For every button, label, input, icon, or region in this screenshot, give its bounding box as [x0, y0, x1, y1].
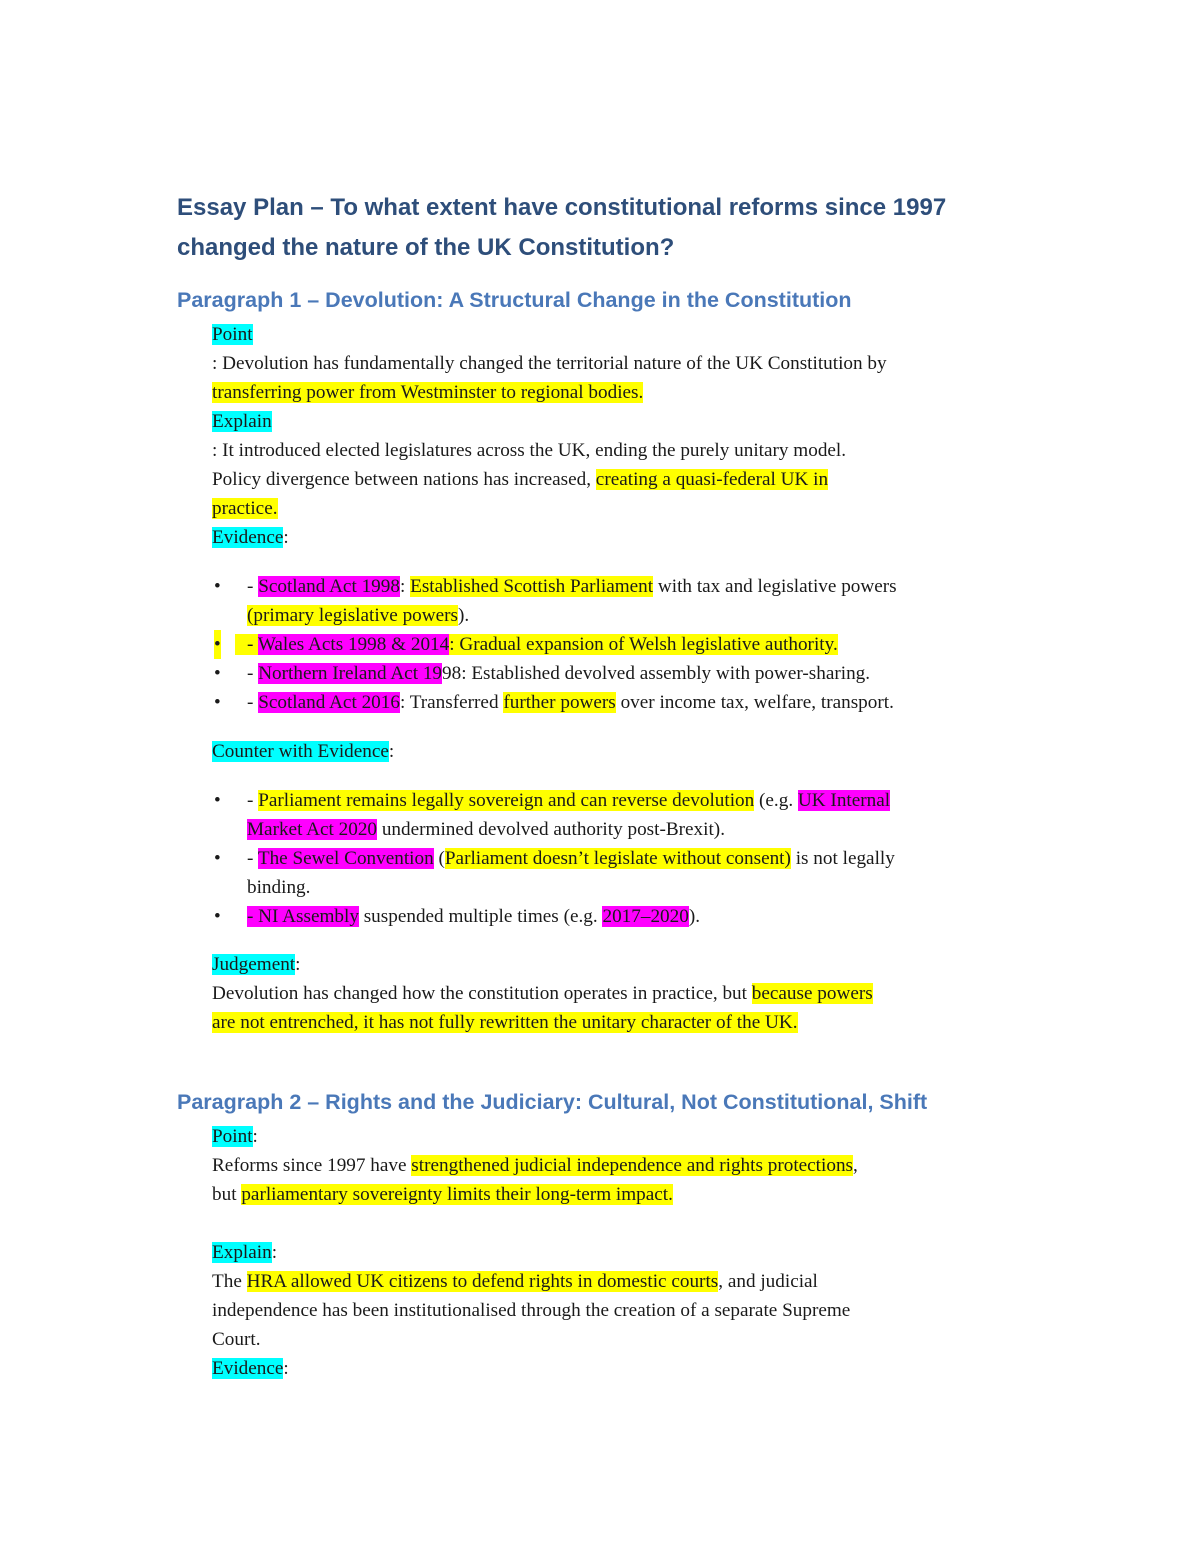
essay-title	[177, 188, 1017, 268]
assembly-name: - NI Assembly	[247, 906, 359, 927]
list-item	[212, 844, 1032, 902]
evidence-label: Evidence	[212, 527, 284, 548]
essay-title-line-1: Essay Plan – To what extent have constitutional reforms since 1997	[177, 194, 947, 221]
explain-text: : It introduced elected legislatures across the UK, ending the purely unitary model.	[212, 440, 847, 461]
act-name-2: Market Act 2020	[247, 819, 378, 840]
item-prefix: -	[247, 663, 259, 684]
bullet-icon: •	[214, 848, 221, 869]
counter-heading	[212, 737, 1032, 766]
explain-label: Explain	[212, 411, 272, 432]
date-range: 2017–2020	[602, 906, 689, 927]
paragraph-1-judgement	[212, 950, 1032, 1037]
bullet-icon: •	[214, 663, 221, 684]
item-mid: (	[433, 848, 445, 869]
item-highlight: Parliament doesn’t legislate without consent)	[444, 848, 791, 869]
act-name: Northern Ireland Act 19	[258, 663, 443, 684]
point-highlight: transferring power from Westminster to regional bodies.	[212, 382, 644, 403]
item-highlight: Gradual expansion of Welsh legislative authority.	[459, 634, 838, 655]
list-item	[212, 659, 1032, 688]
item-rest: 98: Established devolved assembly with power-sharing.	[442, 663, 871, 684]
bullet-icon: •	[214, 906, 221, 927]
item-sep: : Transferred	[399, 692, 504, 713]
list-item	[212, 902, 1032, 931]
act-name: Scotland Act 2016	[258, 692, 400, 713]
point-label: Point	[212, 1126, 253, 1147]
point-label: Point	[212, 324, 253, 345]
convention-name: The Sewel Convention	[257, 848, 434, 869]
item-rest: is not legally	[790, 848, 895, 869]
explain-text-2: Policy divergence between nations has increased,	[212, 469, 596, 490]
paragraph-1-point	[212, 320, 1032, 552]
paragraph-2-body	[212, 1122, 1032, 1383]
act-name: UK Internal	[797, 790, 891, 811]
item-rest: ).	[688, 906, 700, 927]
list-item	[212, 630, 1032, 659]
point-text: Reforms since 1997 have	[212, 1155, 412, 1176]
list-item	[212, 786, 1032, 844]
point-highlight-2: parliamentary sovereignty limits their long-term impact.	[241, 1184, 673, 1205]
judgement-label: Judgement	[212, 954, 296, 975]
explain-label: Explain	[212, 1242, 272, 1263]
explain-text-4: Court.	[212, 1329, 261, 1350]
judgement-highlight-2: are not entrenched, it has not fully rewritten the unitary character of the UK.	[212, 1012, 798, 1033]
bullet-icon: •	[214, 692, 221, 713]
bullet-icon: •	[214, 576, 221, 597]
colon: :	[388, 741, 395, 762]
explain-text: The	[212, 1271, 247, 1292]
point-highlight: strengthened judicial independence and rights protections	[411, 1155, 854, 1176]
item-mid: (e.g.	[754, 790, 798, 811]
colon: :	[252, 1126, 258, 1147]
item-sep: :	[399, 576, 411, 597]
list-item	[212, 688, 1032, 717]
item-highlight-2: (primary legislative powers	[247, 605, 458, 626]
explain-highlight: creating a quasi-federal UK in	[595, 469, 829, 490]
item-rest: over income tax, welfare, transport.	[615, 692, 894, 713]
paragraph-1-heading: Paragraph 1 – Devolution: A Structural Change in the Constitution	[177, 288, 852, 312]
list-item	[212, 572, 1032, 630]
counter-label: Counter with Evidence	[212, 741, 389, 762]
item-sep: :	[449, 634, 460, 655]
explain-highlight: HRA allowed UK citizens to defend rights in domestic courts	[246, 1271, 719, 1292]
point-text: : Devolution has fundamentally changed the territorial nature of the UK Constitution by	[212, 353, 887, 374]
explain-text-3: independence has been institutionalised through the creation of a separate Supreme	[212, 1300, 851, 1321]
judgement-text: Devolution has changed how the constitution operates in practice, but	[212, 983, 752, 1004]
colon: :	[283, 1358, 289, 1379]
essay-title-line-2: changed the nature of the UK Constitution?	[177, 234, 675, 261]
colon: :	[283, 527, 289, 548]
judgement-highlight: because powers	[751, 983, 873, 1004]
item-rest: undermined devolved authority post-Brexit).	[377, 819, 725, 840]
point-text-2: ,	[853, 1155, 858, 1176]
item-highlight: further powers	[503, 692, 616, 713]
item-prefix: -	[247, 692, 259, 713]
colon: :	[271, 1242, 278, 1263]
item-prefix: -	[247, 576, 259, 597]
explain-highlight-2: practice.	[212, 498, 278, 519]
evidence-label: Evidence	[212, 1358, 284, 1379]
colon: :	[295, 954, 301, 975]
paragraph-2-heading: Paragraph 2 – Rights and the Judiciary: Cultural, Not Constitutional, Shift	[177, 1090, 928, 1114]
item-highlight: Parliament remains legally sovereign and can reverse devolution	[258, 790, 755, 811]
bullet-icon: •	[214, 790, 221, 811]
counter-list	[212, 786, 1032, 931]
item-prefix: -	[247, 790, 259, 811]
item-highlight: Established Scottish Parliament	[410, 576, 654, 597]
item-rest-2: ).	[458, 605, 470, 626]
item-prefix: -	[235, 634, 258, 655]
act-name: Scotland Act 1998	[258, 576, 400, 597]
bullet-icon: •	[214, 630, 221, 659]
item-mid: suspended multiple times (e.g.	[358, 906, 603, 927]
item-rest: with tax and legislative powers	[653, 576, 897, 597]
evidence-list	[212, 572, 1032, 717]
act-name: Wales Acts 1998 & 2014	[257, 634, 450, 655]
item-prefix: -	[247, 848, 258, 869]
explain-text-2: , and judicial	[718, 1271, 818, 1292]
item-rest-2: binding.	[247, 877, 311, 898]
point-text-3: but	[212, 1184, 242, 1205]
